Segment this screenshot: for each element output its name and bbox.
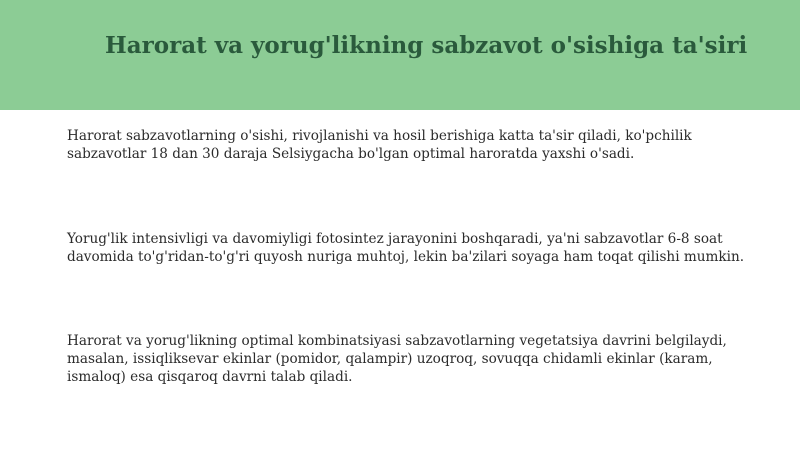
slide-title: Harorat va yorug'likning sabzavot o'sishiga ta'siri (105, 32, 748, 59)
paragraph-temperature: Harorat sabzavotlarning o'sishi, rivojlanishi va hosil berishiga katta ta'sir qiladi, ko'pchilik sabzavotlar 18 dan 30 daraja Selsiygacha bo'lgan optimal haroratda yaxshi o'sadi. (67, 128, 692, 162)
title-band (0, 0, 800, 110)
paragraph-light: Yorug'lik intensivligi va davomiyligi fotosintez jarayonini boshqaradi, ya'ni sabzavotlar 6-8 soat davomida to'g'ridan-to'g'ri quyosh nuriga muhtoj, lekin ba'zilari soyaga ham toqat qilishi mumkin. (67, 231, 745, 265)
paragraph-combination: Harorat va yorug'likning optimal kombinatsiyasi sabzavotlarning vegetatsiya davrini belgilaydi, masalan, issiqliksevar ekinlar (pomidor, qalampir) uzoqroq, sovuqqa chidamli ekinlar (karam, ismaloq) esa qisqaroq davrni talab qiladi. (67, 333, 727, 385)
